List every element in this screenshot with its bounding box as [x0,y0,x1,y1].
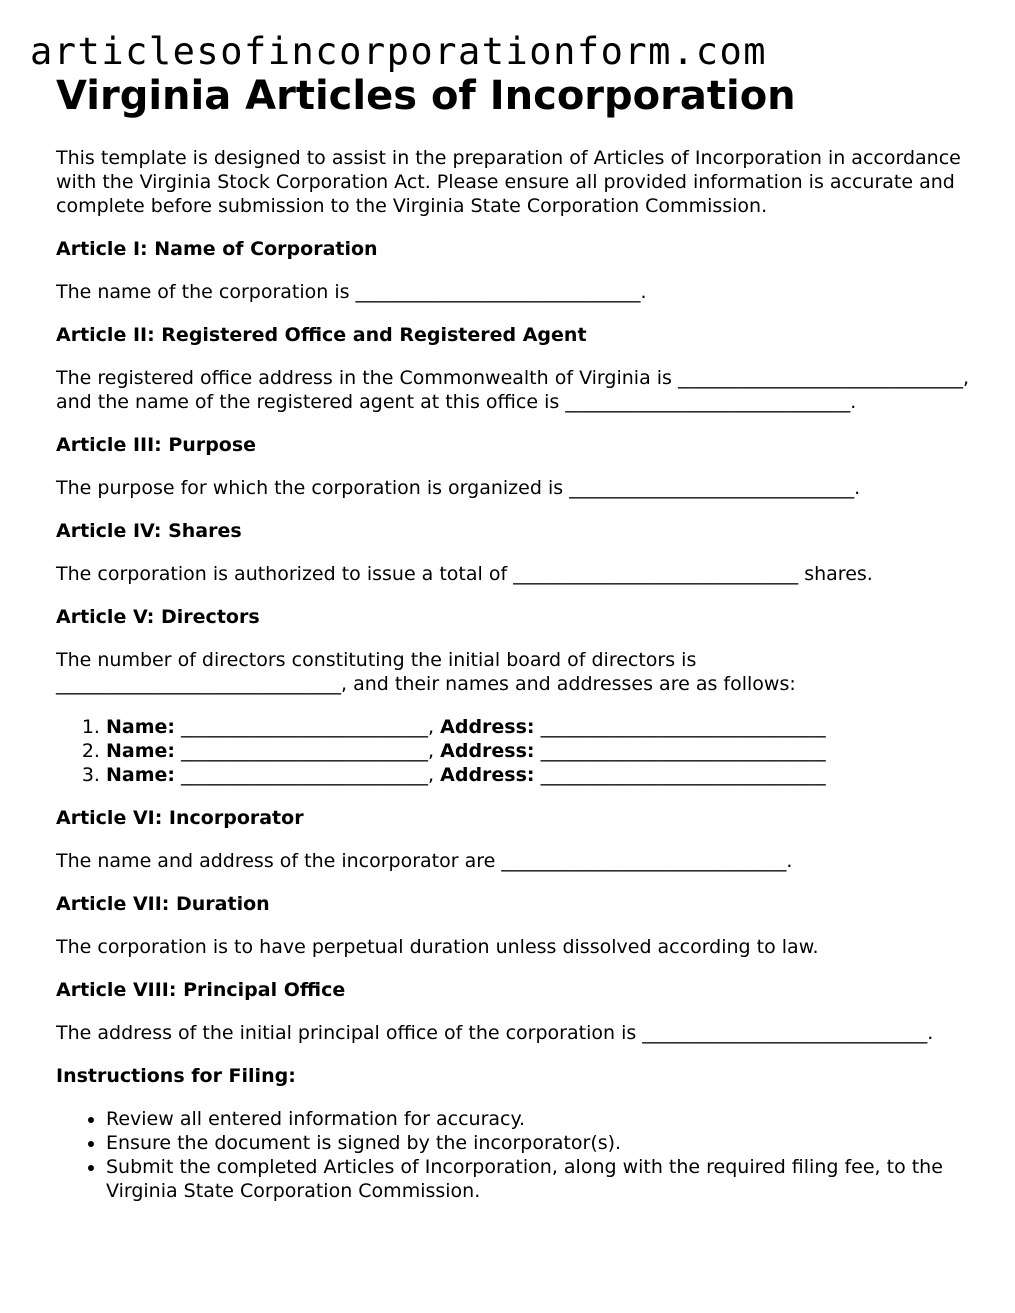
instructions-list [56,1107,971,1203]
page-title: Virginia Articles of Incorporation [56,73,796,119]
article-7-text: The corporation is to have perpetual duration unless dissolved according to law. [56,936,819,958]
article-5-text: The number of directors constituting the initial board of directors is ______________________________, and their names and addresses are as follows: [56,649,796,695]
director-entry [106,715,971,739]
document-body [56,72,971,1203]
article-3-text: The purpose for which the corporation is organized is ______________________________. [56,477,861,499]
article-6-text: The name and address of the incorporator are ______________________________. [56,850,793,872]
director-name-label: Name: [106,716,176,738]
director-address-blank: ______________________________ [534,764,826,786]
directors-list [56,715,971,787]
article-7-heading: Article VII: Duration [56,893,270,915]
article-5-heading: Article V: Directors [56,606,260,628]
director-name-label: Name: [106,764,176,786]
article-2-text: The registered office address in the Commonwealth of Virginia is ______________________________, and the name of the registered agent at this office is ______________________________. [56,367,970,413]
director-name-blank: __________________________, [175,716,441,738]
article-4-heading: Article IV: Shares [56,520,242,542]
director-address-label: Address: [440,764,535,786]
director-address-label: Address: [440,740,535,762]
director-entry [106,739,971,763]
article-1-heading: Article I: Name of Corporation [56,238,378,260]
instruction-item: • Submit the completed Articles of Incorporation, along with the required filing fee, to the Virginia State Corporation Commission. [106,1155,971,1203]
director-name-blank: __________________________, [175,740,441,762]
site-watermark: articlesofincorporationform.com [30,30,768,73]
director-entry [106,763,971,787]
article-8-text: The address of the initial principal office of the corporation is ______________________________. [56,1022,934,1044]
article-1-text: The name of the corporation is ______________________________. [56,281,647,303]
director-name-label: Name: [106,740,176,762]
article-6-heading: Article VI: Incorporator [56,807,304,829]
intro-paragraph: This template is designed to assist in the preparation of Articles of Incorporation in accordance with the Virginia Stock Corporation Act. Please ensure all provided information is accurate and complete before submission to the Virginia State Corporation Commission. [56,147,961,217]
director-address-blank: ______________________________ [534,740,826,762]
director-address-blank: ______________________________ [534,716,826,738]
director-address-label: Address: [440,716,535,738]
instruction-item: • Review all entered information for accuracy. [106,1107,971,1131]
article-8-heading: Article VIII: Principal Office [56,979,346,1001]
director-name-blank: __________________________, [175,764,441,786]
article-2-heading: Article II: Registered Office and Registered Agent [56,324,587,346]
article-3-heading: Article III: Purpose [56,434,257,456]
article-4-text: The corporation is authorized to issue a total of ______________________________ shares. [56,563,873,585]
instructions-heading: Instructions for Filing: [56,1065,296,1087]
instruction-item: • Ensure the document is signed by the incorporator(s). [106,1131,971,1155]
